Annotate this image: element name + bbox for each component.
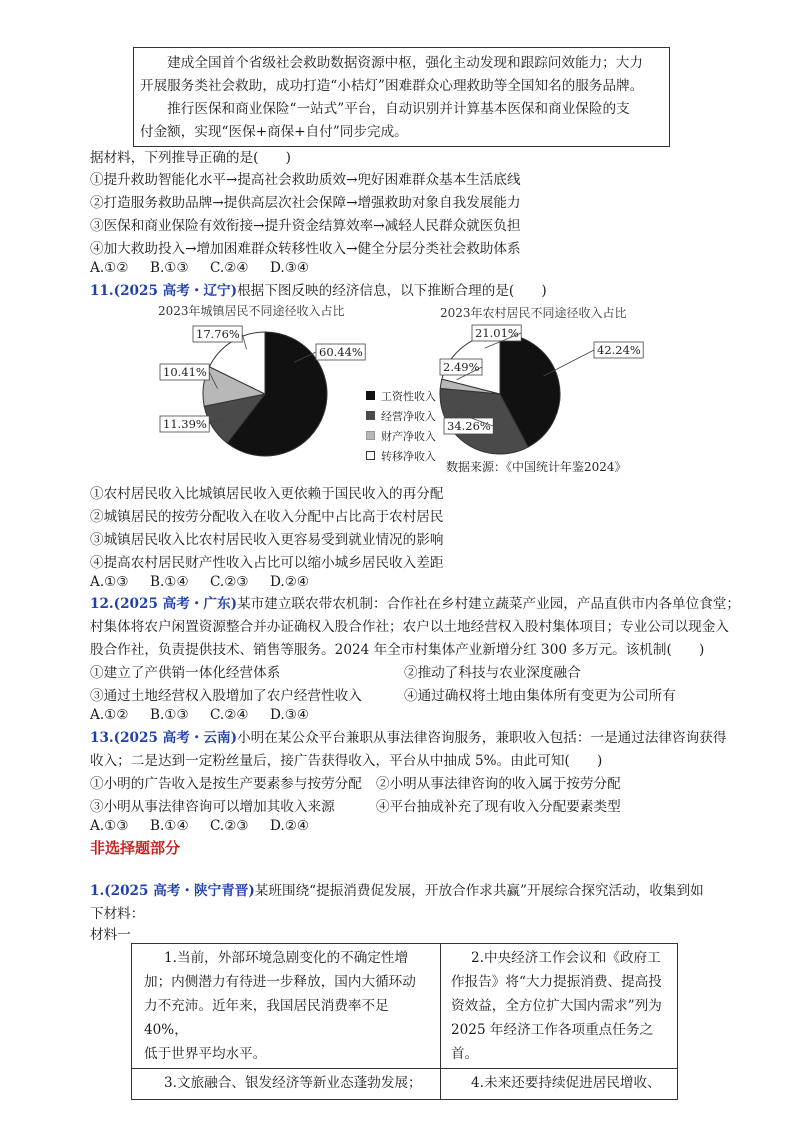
legend [366,388,456,468]
q12-line: 股合作社，负责提供技术、销售等服务。2024 年全市村集体产业新增分红 300 多万元。该机制( ) [90,642,705,658]
q13-item: ②小明从事法律咨询的收入属于按劳分配 [376,776,621,792]
q12-item: ①建立了产供销一体化经营体系 [90,665,281,681]
option-d: D.②④ [270,574,310,590]
q11-number: 11. [90,283,114,299]
q12-line [90,594,740,614]
data-source: 数据来源：《中国统计年鉴2024》 [446,460,627,474]
legend-item [366,408,456,428]
option-b: B.①④ [150,818,189,834]
option-c: C.②④ [210,260,249,276]
data-label: 17.76% [196,327,240,341]
legend-item [366,448,456,468]
q10-item: ④加大救助投入→增加困难群众转移性收入→健全分层分类社会救助体系 [90,241,521,257]
data-label: 11.39% [163,417,207,431]
cell-line: 加；内侧潜力有待进一步释放，国内大循环动 [144,974,416,990]
q13-source: (2025 高考・云南) [113,730,238,746]
material-label: 材料一 [90,927,131,943]
option-d: D.②④ [270,818,310,834]
data-label: 60.44% [319,345,363,359]
q12-line: 村集体将农户闲置资源整合并办证确权入股合作社；农户以土地经营权入股村集体项目；专业公司以现金入 [90,619,729,635]
material-line: 付金额，实现“医保+商保+自付”同步完成。 [140,124,408,140]
table-row [132,1069,678,1100]
cell-line: 作报告》将“大力提振消费、提高投 [451,974,662,990]
q10-stem: 据材料，下列推导正确的是( ) [90,150,291,166]
material-line: 开展服务类社会救助，成功打造“小桔灯”困难群众心理救助等全国知名的服务品牌。 [140,78,644,94]
q13-number: 13. [90,730,114,746]
nq1-text: 某班围绕“提振消费促发展，开放合作求共赢”开展综合探究活动，收集到如 [254,883,704,899]
legend-swatch [366,451,375,460]
nq1-line [90,881,704,901]
q12-item: ②推动了科技与农业深度融合 [404,665,581,681]
q13-item: ①小明的广告收入是按生产要素参与按劳分配 [90,776,362,792]
q12-options [90,707,309,723]
option-a: A.①② [90,260,129,276]
data-label: 21.01% [475,326,519,340]
cell-line: 低于世界平均水平。 [144,1046,267,1062]
q13-item: ③小明从事法律咨询可以增加其收入来源 [90,799,335,815]
q12-text: 某市建立联农带农机制：合作社在乡村建立蔬菜产业园，产品直供市内各单位食堂； [237,596,741,612]
legend-label: 工资性收入 [381,390,436,403]
legend-item [366,388,456,408]
option-b: B.①③ [150,707,189,723]
nq1-source: (2025 高考・陕宁青晋) [104,883,255,899]
cell-line: 4.未来还要持续促进居民增收、 [471,1075,661,1091]
option-b: B.①③ [150,260,189,276]
cell-line: 2.中央经济工作会议和《政府工 [471,950,661,966]
cell-line: 3.文旅融合、银发经济等新业态蓬勃发展； [164,1075,422,1091]
q13-options [90,818,309,834]
q12-source: (2025 高考・广东) [113,596,238,612]
q12-item: ④通过确权将土地由集体所有变更为公司所有 [404,688,676,704]
cell-line: 2025 年经济工作各项重点任务之首。 [451,1022,654,1062]
legend-label: 转移净收入 [381,450,436,463]
option-a: A.①② [90,707,129,723]
q11-source: (2025 高考・辽宁) [113,283,238,299]
table-row [132,944,678,1069]
q11-item: ③城镇居民收入比农村居民收入更容易受到就业情况的影响 [90,532,444,548]
option-c: C.②③ [210,818,249,834]
q12-item: ③通过土地经营权入股增加了农户经营性收入 [90,688,362,704]
q11-item: ①农村居民收入比城镇居民收入更依赖于国民收入的再分配 [90,486,444,502]
q11-item: ②城镇居民的按劳分配收入在收入分配中占比高于农村居民 [90,509,444,525]
legend-swatch [366,411,375,420]
option-a: A.①③ [90,818,129,834]
q13-item: ④平台抽成补充了现有收入分配要素类型 [376,799,621,815]
nq1-number: 1. [90,883,105,899]
legend-label: 经营净收入 [381,410,436,423]
chart-title-urban: 2023年城镇居民不同途径收入占比 [158,304,345,318]
cell-line: 1.当前，外部环境急剧变化的不确定性增 [164,950,409,966]
data-label: 34.26% [447,419,491,433]
table-cell [441,944,678,1069]
q13-line [90,728,726,748]
q11-stem: 根据下图反映的经济信息，以下推断合理的是( ) [237,283,547,299]
table-cell [132,944,441,1069]
q10-item: ①提升救助智能化水平→提高社会救助质效→兜好困难群众基本生活底线 [90,172,521,188]
option-d: D.③④ [270,707,310,723]
q12-number: 12. [90,596,114,612]
legend-item [366,428,456,448]
q11-item: ④提高农村居民财产性收入占比可以缩小城乡居民收入差距 [90,555,444,571]
option-c: C.②③ [210,574,249,590]
chart-title-rural: 2023年农村居民不同途径收入占比 [440,306,627,320]
data-label: 42.24% [597,343,641,357]
legend-swatch [366,431,375,440]
legend-swatch [366,391,375,400]
cell-line: 资效益，全方位扩大国内需求”列为 [451,998,662,1014]
cell-line: 力不充沛。近年来，我国居民消费率不足 40%， [144,998,389,1038]
table-cell [132,1069,441,1100]
option-a: A.①③ [90,574,129,590]
material-table [131,943,678,1100]
option-b: B.①④ [150,574,189,590]
section-title: 非选择题部分 [90,839,181,857]
option-c: C.②④ [210,707,249,723]
q11-options [90,574,309,590]
q10-item: ③医保和商业保险有效衔接→提升资金结算效率→减轻人民群众就医负担 [90,218,521,234]
q13-line: 收入；二是达到一定粉丝量后，接广告获得收入，平台从中抽成 5%。由此可知( ) [90,753,603,769]
data-label: 2.49% [443,360,480,374]
q10-item: ②打造服务救助品牌→提供高层次社会保障→增强救助对象自我发展能力 [90,195,521,211]
option-d: D.③④ [270,260,310,276]
legend-label: 财产净收入 [381,430,436,443]
table-cell [441,1069,678,1100]
data-label: 10.41% [163,365,207,379]
material-line: 建成全国首个省级社会救助数据资源中枢，强化主动发现和跟踪问效能力；大力 [140,55,643,71]
q13-text: 小明在某公众平台兼职从事法律咨询服务，兼职收入包括：一是通过法律咨询获得 [237,730,727,746]
nq1-line: 下材料： [90,906,145,922]
material-line: 推行医保和商业保险“一站式”平台，自动识别并计算基本医保和商业保险的支 [140,101,630,117]
